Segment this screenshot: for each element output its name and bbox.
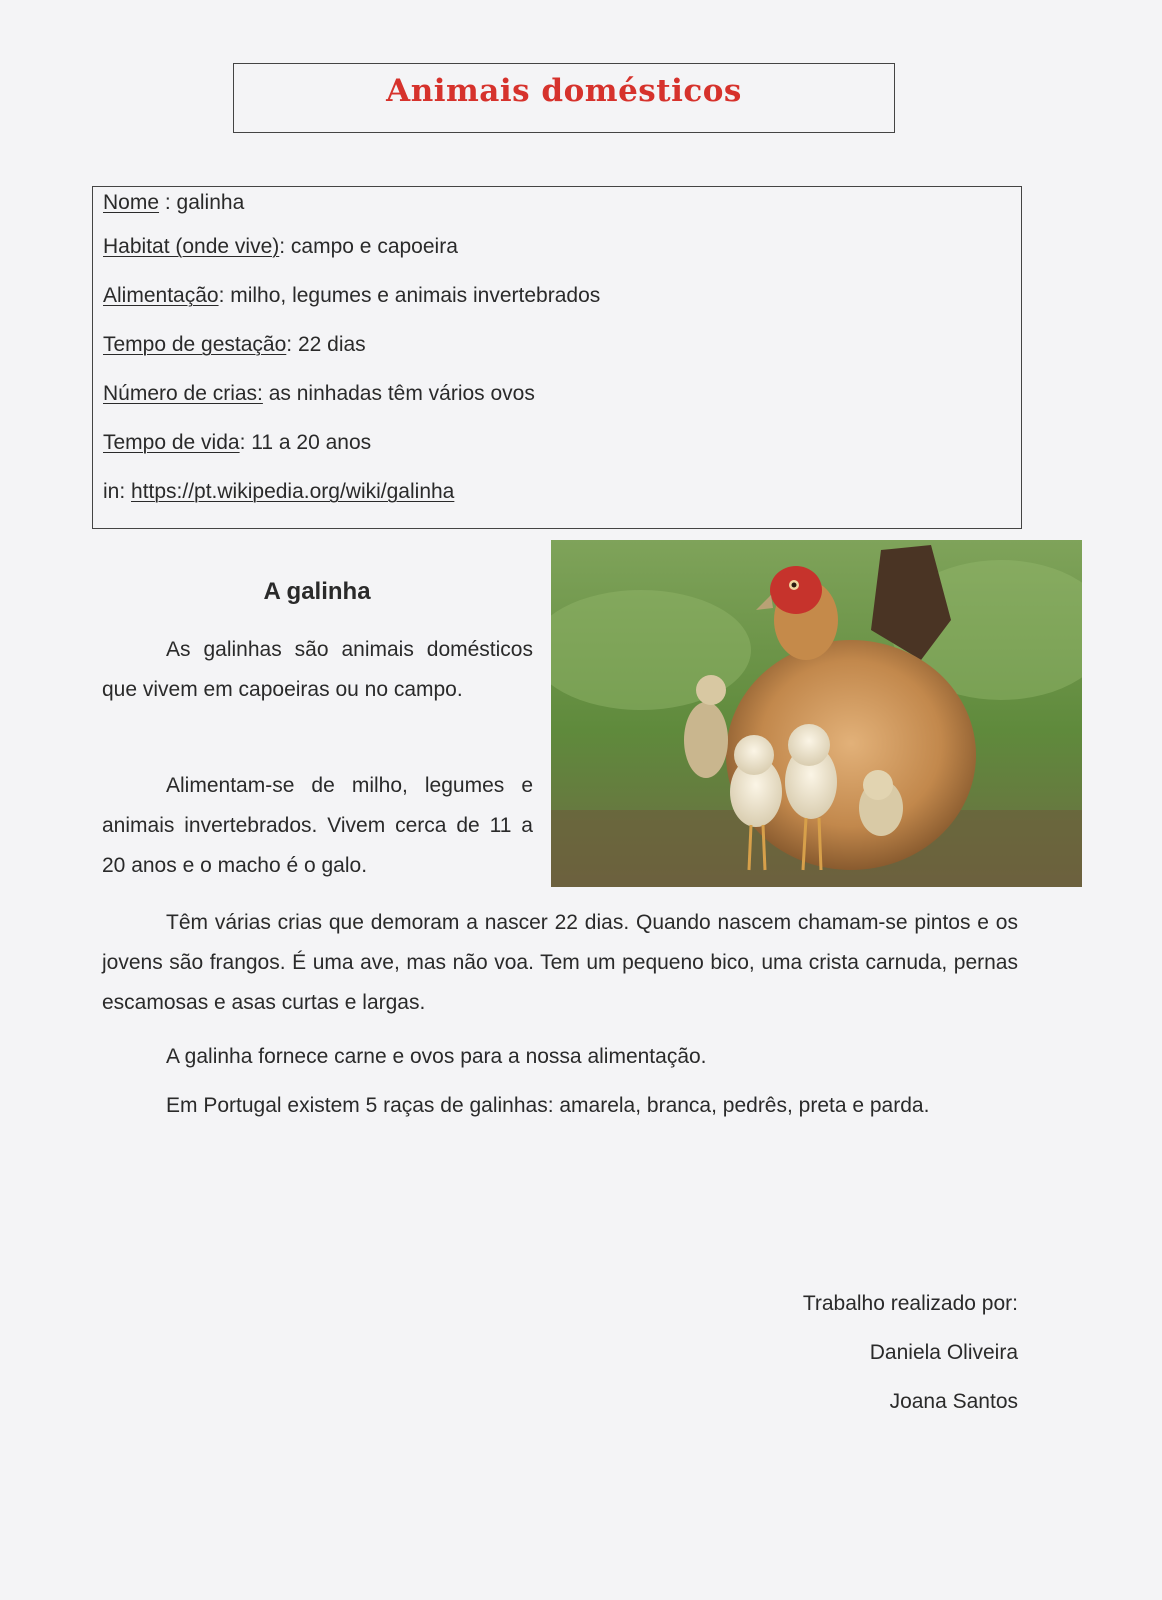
info-row-alimentacao bbox=[103, 282, 1011, 331]
article-paragraph-4: A galinha fornece carne e ovos para a nossa alimentação. bbox=[166, 1045, 707, 1068]
paragraph-text: Alimentam-se de milho, legumes e animais invertebrados. Vivem cerca de 11 a 20 anos e o macho é o galo. bbox=[102, 774, 533, 877]
hen-with-chicks-photo bbox=[551, 540, 1082, 887]
info-value: : 11 a 20 anos bbox=[239, 431, 372, 454]
info-value: : milho, legumes e animais invertebrados bbox=[218, 284, 601, 307]
info-label: Tempo de vida bbox=[103, 431, 240, 454]
source-link[interactable]: https://pt.wikipedia.org/wiki/galinha bbox=[131, 480, 455, 503]
info-value: as ninhadas têm vários ovos bbox=[262, 382, 535, 405]
article-paragraph-2 bbox=[102, 766, 533, 886]
article-paragraph-3 bbox=[102, 903, 1018, 1023]
paragraph-text: Têm várias crias que demoram a nascer 22 dias. Quando nascem chamam-se pintos e os jovens são frangos. É uma ave, mas não voa. Tem um pequeno bico, uma crista carnuda, pernas escamosas e asas curtas e largas. bbox=[102, 911, 1018, 1014]
info-value: : campo e capoeira bbox=[279, 235, 458, 258]
info-label: Nome bbox=[103, 191, 160, 214]
credits-label: Trabalho realizado por: bbox=[802, 1292, 1018, 1315]
info-card bbox=[92, 186, 1022, 529]
info-value: : galinha bbox=[159, 191, 245, 214]
article-heading: A galinha bbox=[263, 578, 371, 605]
article-paragraph-1 bbox=[102, 630, 533, 710]
title-box bbox=[233, 63, 895, 133]
info-value: : 22 dias bbox=[286, 333, 366, 356]
source-prefix: in: bbox=[103, 480, 132, 503]
info-row-gestacao bbox=[103, 331, 1011, 380]
info-row-vida bbox=[103, 429, 1011, 478]
info-label: Habitat (onde vive) bbox=[103, 235, 280, 258]
page-title: Animais domésticos bbox=[386, 73, 742, 109]
info-label: Alimentação bbox=[103, 284, 219, 307]
info-row-habitat bbox=[103, 233, 1011, 282]
info-row-source bbox=[103, 478, 1011, 527]
paragraph-text: As galinhas são animais domésticos que vivem em capoeiras ou no campo. bbox=[102, 638, 533, 701]
info-row-nome bbox=[103, 189, 1011, 233]
author-name: Daniela Oliveira bbox=[869, 1341, 1018, 1364]
article-paragraph-5: Em Portugal existem 5 raças de galinhas: amarela, branca, pedrês, preta e parda. bbox=[166, 1094, 930, 1117]
author-name: Joana Santos bbox=[889, 1390, 1018, 1413]
info-label: Tempo de gestação bbox=[103, 333, 287, 356]
info-label: Número de crias: bbox=[103, 382, 263, 405]
info-row-crias bbox=[103, 380, 1011, 429]
